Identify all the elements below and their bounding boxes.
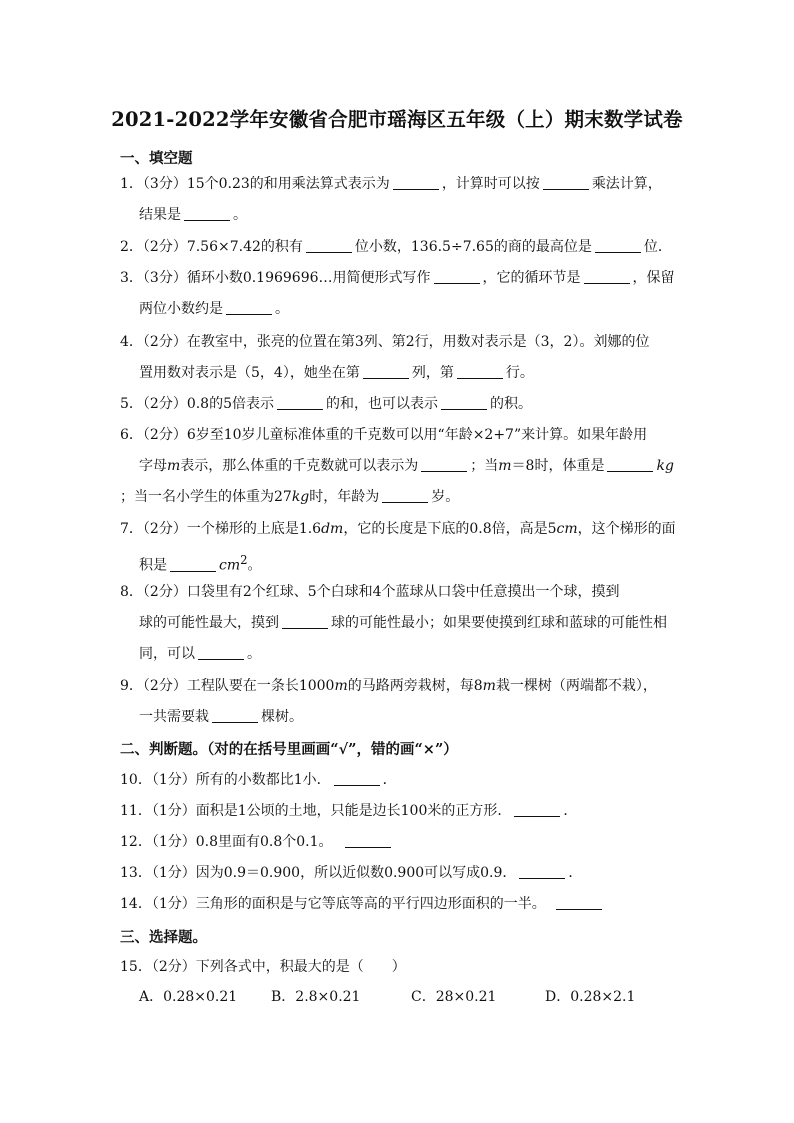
answer-blank[interactable] <box>607 457 653 472</box>
question-3-line-2: 两位小数约是 。 <box>139 301 289 317</box>
question-4-line-2: 置用数对表示是（5，4），她坐在第 列，第 行。 <box>139 365 534 381</box>
answer-blank[interactable] <box>514 802 560 817</box>
answer-blank[interactable] <box>282 614 328 629</box>
answer-blank[interactable] <box>277 395 323 410</box>
section-heading-true-false: 二、判断题。（对的在括号里画画“√”，错的画“×”） <box>120 741 458 758</box>
page-title: 2021-2022学年安徽省合肥市瑶海区五年级（上）期末数学试卷 <box>111 108 683 131</box>
answer-blank[interactable] <box>334 771 380 786</box>
question-9-line-1: 9．（2分）工程队要在一条长1000m的马路两旁栽树，每8m栽一棵树（两端都不栽）， <box>120 678 657 694</box>
answer-blank[interactable] <box>543 175 589 190</box>
question-4-line-1: 4．（2分）在教室中，张亮的位置在第3列、第2行，用数对表示是（3，2）。刘娜的位 <box>120 334 650 350</box>
question-12: 12．（1分）0.8里面有0.8个0.1。 <box>120 832 394 852</box>
question-8-line-1: 8．（2分）口袋里有2个红球、5个白球和4个蓝球从口袋中任意摸出一个球，摸到 <box>120 584 620 600</box>
question-8-line-2: 球的可能性最大，摸到 球的可能性最小；如果要使摸到红球和蓝球的可能性相 <box>139 615 667 631</box>
answer-blank[interactable] <box>519 864 565 879</box>
question-9-line-2: 一共需要栽 棵树。 <box>139 709 303 725</box>
question-14: 14．（1分）三角形的面积是与它等底等高的平行四边形面积的一半。 <box>120 894 605 914</box>
answer-blank[interactable] <box>441 395 487 410</box>
question-2: 2．（2分）7.56×7.42的积有 位小数，136.5÷7.65的商的最高位是 位． <box>120 239 672 255</box>
answer-blank[interactable] <box>198 645 244 660</box>
answer-blank[interactable] <box>212 708 258 723</box>
answer-blank[interactable] <box>457 364 503 379</box>
answer-blank[interactable] <box>584 269 630 284</box>
question-6-line-2: 字母m表示，那么体重的千克数就可以表示为 ；当m＝8时，体重是 kg <box>139 458 674 474</box>
question-15: 15．（2分）下列各式中，积最大的是（ ） <box>120 959 406 975</box>
answer-blank[interactable] <box>306 238 352 253</box>
option-b[interactable]: B．2.8×0.21 <box>271 989 361 1005</box>
answer-blank[interactable] <box>363 364 409 379</box>
question-7-line-2: 积是 $cm^2$。 <box>139 553 262 574</box>
question-1-line-1: 1．（3分）15个0.23的和用乘法算式表示为 ，计算时可以按 乘法计算， <box>120 176 662 192</box>
answer-blank[interactable] <box>170 557 216 572</box>
question-7-line-1: 7．（2分）一个梯形的上底是1.6dm，它的长度是下底的0.8倍，高是5cm，这个梯形的面 <box>120 521 676 537</box>
question-8-line-3: 同，可以 。 <box>139 646 261 662</box>
question-5: 5．（2分）0.8的5倍表示 的和，也可以表示 的积。 <box>120 396 532 412</box>
option-c[interactable]: C．28×0.21 <box>411 989 497 1005</box>
question-6-line-3: ；当一名小学生的体重为27kg时，年龄为 岁。 <box>120 489 460 505</box>
option-d[interactable]: D．0.28×2.1 <box>545 989 636 1005</box>
answer-blank[interactable] <box>345 833 391 848</box>
answer-blank[interactable] <box>382 488 428 503</box>
answer-blank[interactable] <box>393 175 439 190</box>
question-13: 13．（1分）因为0.9＝0.900，所以近似数0.900可以写成0.9． ． <box>120 865 583 881</box>
answer-blank[interactable] <box>595 238 641 253</box>
question-6-line-1: 6．（2分）6岁至10岁儿童标准体重的千克数可以用“年龄×2+7”来计算。如果年龄用 <box>120 427 648 443</box>
question-11: 11．（1分）面积是1公顷的土地，只能是边长100米的正方形． ． <box>120 803 578 819</box>
option-a[interactable]: A．0.28×0.21 <box>139 989 238 1005</box>
question-3-line-1: 3．（3分）循环小数0.1969696…用简便形式写作 ，它的循环节是 ，保留 <box>120 270 675 286</box>
answer-blank[interactable] <box>184 206 230 221</box>
question-10: 10．（1分）所有的小数都比1小． ． <box>120 772 397 788</box>
answer-blank[interactable] <box>421 457 467 472</box>
answer-blank[interactable] <box>226 300 272 315</box>
question-1-line-2: 结果是 。 <box>139 207 247 223</box>
section-heading-fill-in: 一、填空题 <box>120 150 193 167</box>
answer-blank[interactable] <box>556 895 602 910</box>
answer-blank[interactable] <box>434 269 480 284</box>
section-heading-multiple-choice: 三、选择题。 <box>120 929 207 946</box>
